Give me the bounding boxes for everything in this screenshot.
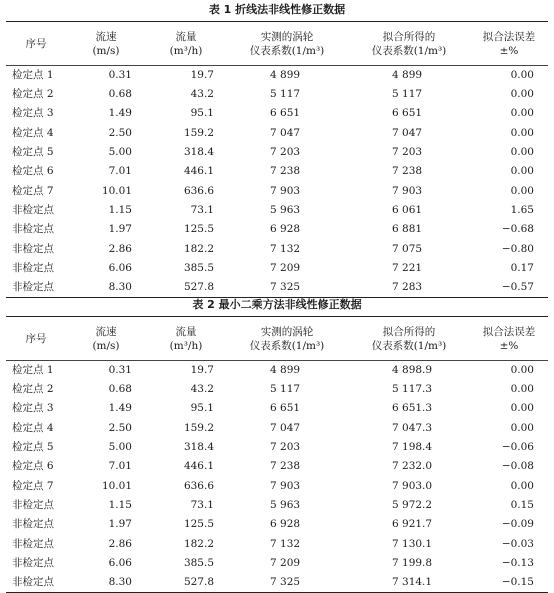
table-cell: 95.1 xyxy=(190,402,214,415)
table-cell: 4 898.9 xyxy=(392,364,433,376)
table1-header-velocity: 流速 (m/s) xyxy=(66,22,146,66)
table-cell: −0.06 xyxy=(501,441,534,454)
table-cell: 182.2 xyxy=(183,242,214,255)
table-cell: 检定点 7 xyxy=(12,184,54,197)
table-cell: 0.68 xyxy=(108,383,132,396)
table-cell: 6.06 xyxy=(108,261,132,274)
table-cell: 检定点 2 xyxy=(12,383,54,396)
table-cell: 7 903 xyxy=(270,479,301,492)
table-cell: 7 199.8 xyxy=(392,556,433,569)
table-cell: 10.01 xyxy=(101,184,132,197)
table-cell: 0.00 xyxy=(510,69,534,81)
table-cell: 0.68 xyxy=(108,88,132,101)
table-cell: 19.7 xyxy=(190,69,214,81)
table-cell: 7 203 xyxy=(392,146,423,159)
table-row xyxy=(6,515,548,534)
table-cell: 6 651 xyxy=(270,402,301,415)
table-cell: 7 221 xyxy=(392,261,423,274)
table-row xyxy=(6,496,548,515)
table-cell: 2.86 xyxy=(108,537,132,550)
table-row xyxy=(6,438,548,457)
table-row xyxy=(6,259,548,278)
table-cell: 1.97 xyxy=(108,518,132,531)
table-cell: 0.00 xyxy=(510,165,534,178)
table-cell: −0.13 xyxy=(501,556,534,569)
table-cell: 5.00 xyxy=(108,146,132,159)
table-row xyxy=(6,534,548,553)
table-cell: 1.15 xyxy=(108,498,132,511)
table-cell: 检定点 6 xyxy=(12,165,54,178)
table-cell: 385.5 xyxy=(183,261,214,274)
table-cell: 182.2 xyxy=(183,537,214,550)
table-cell: 检定点 1 xyxy=(12,69,54,81)
table-cell: 7 132 xyxy=(270,242,301,255)
table-cell: 0.00 xyxy=(510,364,534,376)
table-row xyxy=(6,239,548,258)
table-cell: 0.00 xyxy=(510,479,534,492)
table1-header-row xyxy=(6,22,548,66)
table1-caption: 表 1 折线法非线性修正数据 xyxy=(208,3,346,16)
table-cell: 7 209 xyxy=(270,556,301,569)
table-cell: 6.06 xyxy=(108,556,132,569)
table-row xyxy=(6,143,548,162)
table-cell: 6 651.3 xyxy=(392,402,433,415)
table-cell: −0.57 xyxy=(470,278,548,298)
table-cell: 7 238 xyxy=(392,165,423,178)
table-cell: 非检定点 xyxy=(12,223,54,236)
table-cell: 43.2 xyxy=(190,383,214,396)
table-cell: 0.31 xyxy=(108,69,132,81)
table-cell: 7 903 xyxy=(270,184,301,197)
table2-header-index: 序号 xyxy=(6,317,66,361)
table-cell: 检定点 4 xyxy=(12,126,54,139)
table-cell: 5 972.2 xyxy=(392,498,433,511)
table-cell: 4 899 xyxy=(270,364,301,376)
table-cell: 0.00 xyxy=(510,383,534,396)
table-row xyxy=(6,220,548,239)
table-cell: 7 047 xyxy=(270,126,301,139)
table-cell: 6 928 xyxy=(270,518,301,531)
table-cell: 1.15 xyxy=(108,203,132,216)
table-cell: −0.08 xyxy=(501,460,534,473)
table-cell: 检定点 4 xyxy=(12,421,54,434)
table-cell: 527.8 xyxy=(146,278,226,298)
table-cell: −0.03 xyxy=(501,537,534,550)
table-cell: 非检定点 xyxy=(12,203,54,216)
table-row xyxy=(6,162,548,181)
table-cell: 5 117 xyxy=(392,88,423,101)
table-cell: 7 903 xyxy=(392,184,423,197)
table-cell: 6 651 xyxy=(270,107,301,120)
table-cell: 检定点 5 xyxy=(12,146,54,159)
table2-header-velocity: 流速 (m/s) xyxy=(66,317,146,361)
table-cell: 7 238 xyxy=(270,460,301,473)
table-cell: 非检定点 xyxy=(6,278,66,298)
table-row xyxy=(6,554,548,573)
table-row xyxy=(6,201,548,220)
table-cell: 0.15 xyxy=(510,498,534,511)
table-cell: 7 132 xyxy=(270,537,301,550)
table-cell: 非检定点 xyxy=(12,537,54,550)
table-cell: 4 899 xyxy=(392,69,423,81)
table-cell: 0.00 xyxy=(510,107,534,120)
table-cell: 6 061 xyxy=(392,203,423,216)
table-cell: 6 651 xyxy=(392,107,423,120)
table-cell: 95.1 xyxy=(190,107,214,120)
table-cell: 0.31 xyxy=(108,364,132,376)
table-cell: 10.01 xyxy=(101,479,132,492)
table-cell: 7 198.4 xyxy=(392,441,433,454)
table-cell: 318.4 xyxy=(183,146,214,159)
table1 xyxy=(6,21,548,298)
table-cell: 159.2 xyxy=(183,126,214,139)
table-cell: 7 209 xyxy=(270,261,301,274)
table-row xyxy=(6,399,548,418)
table-cell: 5.00 xyxy=(108,441,132,454)
table-row xyxy=(6,573,548,593)
table-cell: 5 117 xyxy=(270,383,301,396)
table-cell: 2.50 xyxy=(108,126,132,139)
table-cell: 8.30 xyxy=(66,573,146,593)
table-cell: 检定点 3 xyxy=(12,402,54,415)
table-cell: 0.00 xyxy=(510,126,534,139)
table-cell: 385.5 xyxy=(183,556,214,569)
table1-header-flow: 流量 (m³/h) xyxy=(146,22,226,66)
table-cell: 8.30 xyxy=(66,278,146,298)
table-row xyxy=(6,361,548,381)
table-cell: 636.6 xyxy=(183,479,214,492)
table-cell: 6 881 xyxy=(392,223,423,236)
table2-header-row xyxy=(6,317,548,361)
table-cell: 0.00 xyxy=(510,184,534,197)
table-cell: 非检定点 xyxy=(12,498,54,511)
table-cell: 7 903.0 xyxy=(392,479,433,492)
table-cell: 7 325 xyxy=(226,573,348,593)
table-cell: 0.00 xyxy=(510,421,534,434)
table-cell: 检定点 3 xyxy=(12,107,54,120)
table-cell: 7.01 xyxy=(108,460,132,473)
table-cell: 非检定点 xyxy=(12,518,54,531)
table-row xyxy=(6,278,548,298)
table-cell: 非检定点 xyxy=(12,261,54,274)
table-cell: 7 075 xyxy=(392,242,423,255)
table-cell: 6 921.7 xyxy=(392,518,433,531)
table-cell: 检定点 5 xyxy=(12,441,54,454)
table-cell: −0.80 xyxy=(501,242,534,255)
table-cell: 5 963 xyxy=(270,203,301,216)
table-cell: 7 203 xyxy=(270,441,301,454)
table-cell: 5 963 xyxy=(270,498,301,511)
table-row xyxy=(6,380,548,399)
table-cell: 1.49 xyxy=(108,402,132,415)
table2-header-fitted-coef: 拟合所得的 仪表系数(1/m³) xyxy=(348,317,470,361)
table-cell: 7.01 xyxy=(108,165,132,178)
table-cell: 125.5 xyxy=(183,518,214,531)
table-cell: 1.49 xyxy=(108,107,132,120)
table-cell: 7 325 xyxy=(226,278,348,298)
table-cell: 4 899 xyxy=(270,69,301,81)
table-cell: 1.65 xyxy=(510,203,534,216)
table-cell: 5 117.3 xyxy=(392,383,433,396)
table-cell: 非检定点 xyxy=(12,556,54,569)
table-cell: 7 203 xyxy=(270,146,301,159)
table2-header-flow: 流量 (m³/h) xyxy=(146,317,226,361)
table-cell: 非检定点 xyxy=(6,573,66,593)
table-row xyxy=(6,85,548,104)
table-cell: 636.6 xyxy=(183,184,214,197)
table-row xyxy=(6,457,548,476)
table-row xyxy=(6,476,548,495)
table-cell: 7 047 xyxy=(270,421,301,434)
table-cell: 7 130.1 xyxy=(392,537,433,550)
table-cell: 446.1 xyxy=(183,460,214,473)
table-cell: −0.09 xyxy=(501,518,534,531)
table-cell: 19.7 xyxy=(190,364,214,376)
table-cell: 0.00 xyxy=(510,146,534,159)
table-cell: 检定点 2 xyxy=(12,88,54,101)
table1-header-fitted-coef: 拟合所得的 仪表系数(1/m³) xyxy=(348,22,470,66)
table-cell: 7 047.3 xyxy=(392,421,433,434)
table-cell: 73.1 xyxy=(190,498,214,511)
table-cell: 2.86 xyxy=(108,242,132,255)
table-cell: 5 117 xyxy=(270,88,301,101)
table-cell: 446.1 xyxy=(183,165,214,178)
table-cell: 0.00 xyxy=(510,88,534,101)
table-cell: 43.2 xyxy=(190,88,214,101)
table-cell: 7 238 xyxy=(270,165,301,178)
table-cell: 7 314.1 xyxy=(348,573,470,593)
table-cell: 检定点 7 xyxy=(12,479,54,492)
table-row xyxy=(6,181,548,200)
table-row xyxy=(6,419,548,438)
table-cell: −0.68 xyxy=(501,223,534,236)
table1-body xyxy=(6,66,548,298)
table-cell: 1.97 xyxy=(108,223,132,236)
table-row xyxy=(6,66,548,86)
table-cell: 检定点 6 xyxy=(12,460,54,473)
table-row xyxy=(6,124,548,143)
table-cell: −0.15 xyxy=(470,573,548,593)
table2 xyxy=(6,316,548,593)
table-cell: 检定点 1 xyxy=(12,364,54,376)
table2-header-error: 拟合法误差 ±% xyxy=(470,317,548,361)
table2-body xyxy=(6,361,548,593)
table-row xyxy=(6,104,548,123)
table-cell: 非检定点 xyxy=(12,242,54,255)
table-cell: 7 232.0 xyxy=(392,460,433,473)
table-cell: 7 283 xyxy=(348,278,470,298)
table-cell: 527.8 xyxy=(146,573,226,593)
table-cell: 7 047 xyxy=(392,126,423,139)
table-cell: 0.00 xyxy=(510,402,534,415)
table-cell: 318.4 xyxy=(183,441,214,454)
table-cell: 159.2 xyxy=(183,421,214,434)
table1-header-error: 拟合法误差 ±% xyxy=(470,22,548,66)
table1-header-index: 序号 xyxy=(6,22,66,66)
table-cell: 2.50 xyxy=(108,421,132,434)
table1-header-measured-coef: 实测的涡轮 仪表系数(1/m³) xyxy=(226,22,348,66)
table2-caption: 表 2 最小二乘方法非线性修正数据 xyxy=(192,298,362,311)
table2-header-measured-coef: 实测的涡轮 仪表系数(1/m³) xyxy=(226,317,348,361)
table-cell: 125.5 xyxy=(183,223,214,236)
table-cell: 6 928 xyxy=(270,223,301,236)
table-cell: 0.17 xyxy=(510,261,534,274)
table-cell: 73.1 xyxy=(190,203,214,216)
